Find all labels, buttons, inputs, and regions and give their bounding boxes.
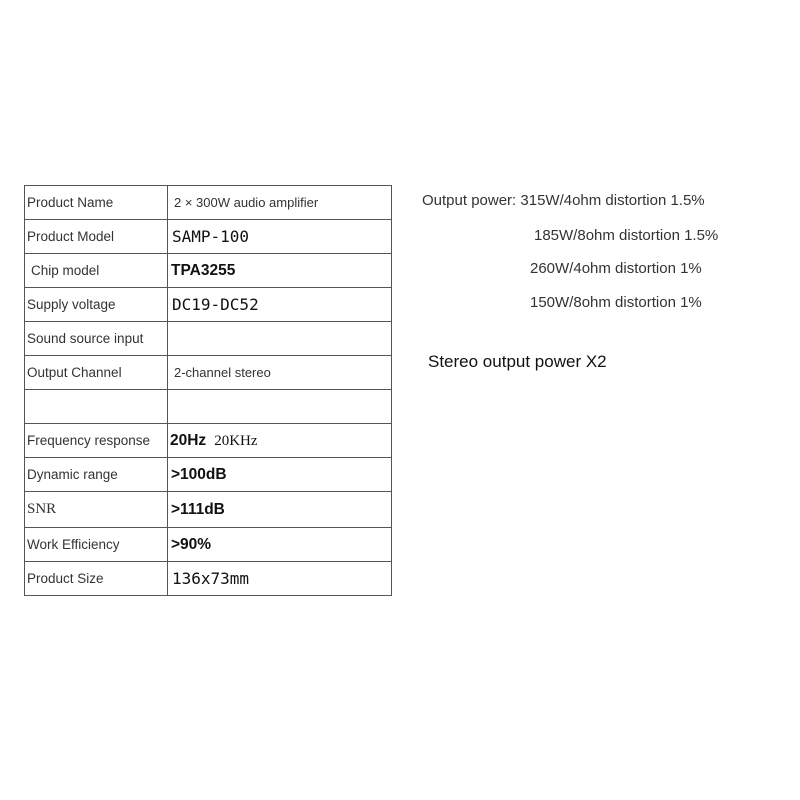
spec-row-product-model: [25, 220, 392, 254]
spec-label: [25, 390, 168, 424]
spec-value: 136x73mm: [168, 562, 392, 596]
spec-value: 2 × 300W audio amplifier: [168, 186, 392, 220]
spec-row-snr: [25, 492, 392, 528]
output-power-line: Output power: 315W/4ohm distortion 1.5%: [422, 192, 705, 209]
spec-value: >100dB: [168, 458, 392, 492]
spec-value: SAMP-100: [168, 220, 392, 254]
spec-label: Dynamic range: [25, 458, 168, 492]
spec-row-sound-source-input: [25, 322, 392, 356]
spec-table: [24, 185, 392, 596]
spec-label: Supply voltage: [25, 288, 168, 322]
spec-value: >111dB: [168, 492, 392, 528]
spec-value: [168, 424, 392, 458]
spec-value: [168, 390, 392, 424]
spec-row-product-size: [25, 562, 392, 596]
spec-label: Work Efficiency: [25, 528, 168, 562]
frequency-high: 20KHz: [214, 432, 258, 449]
spec-row-work-efficiency: [25, 528, 392, 562]
spec-label: Sound source input: [25, 322, 168, 356]
frequency-low: 20Hz: [170, 431, 207, 449]
spec-value: >90%: [168, 528, 392, 562]
spec-row-supply-voltage: [25, 288, 392, 322]
spec-label: SNR: [25, 492, 168, 528]
spec-label: Output Channel: [25, 356, 168, 390]
output-power-line: 150W/8ohm distortion 1%: [530, 294, 702, 311]
spec-row-chip-model: [25, 254, 392, 288]
spec-label: Product Size: [25, 562, 168, 596]
spec-row-product-name: [25, 186, 392, 220]
spec-row-frequency-response: [25, 424, 392, 458]
spec-label: Frequency response: [25, 424, 168, 458]
spec-row-output-channel: [25, 356, 392, 390]
spec-value: DC19-DC52: [168, 288, 392, 322]
spec-value: [168, 322, 392, 356]
output-power-line: 260W/4ohm distortion 1%: [530, 260, 702, 277]
stereo-output-note: Stereo output power X2: [428, 352, 607, 371]
output-power-line: 185W/8ohm distortion 1.5%: [534, 227, 719, 244]
spec-row-blank: [25, 390, 392, 424]
spec-value: 2-channel stereo: [168, 356, 392, 390]
spec-label: Product Model: [25, 220, 168, 254]
spec-row-dynamic-range: [25, 458, 392, 492]
spec-label: Product Name: [25, 186, 168, 220]
spec-value: TPA3255: [168, 254, 392, 288]
spec-label: Chip model: [25, 254, 168, 288]
